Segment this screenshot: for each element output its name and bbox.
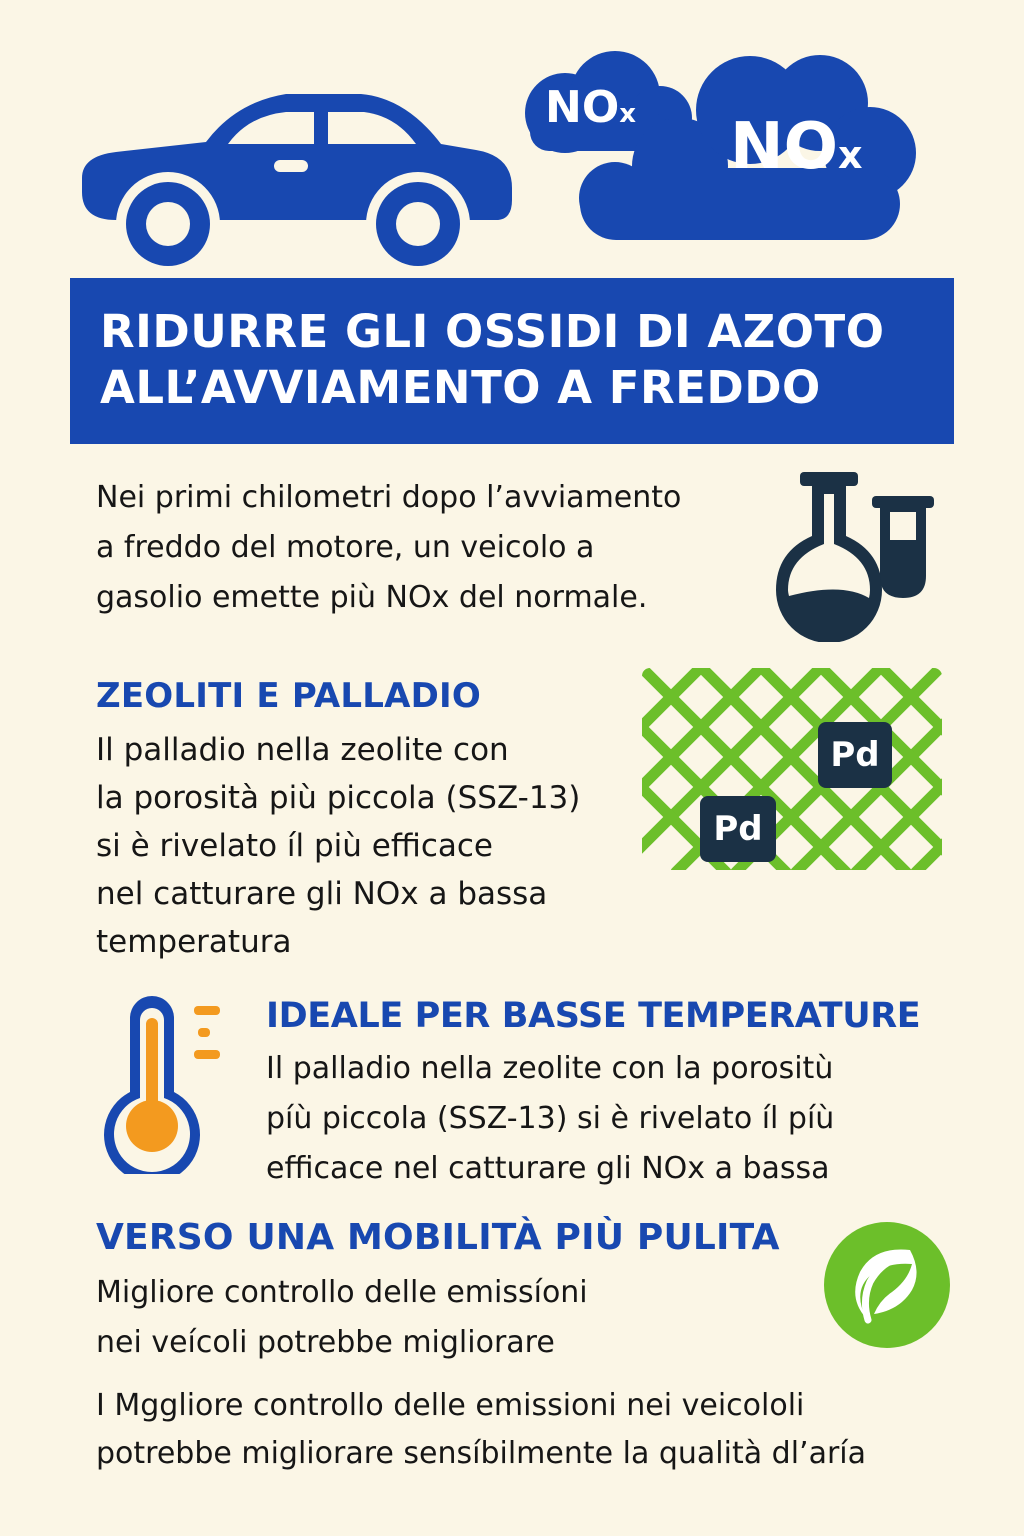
car-icon — [76, 80, 516, 280]
zeoliti-line: si è rivelato íl più efficace — [96, 828, 493, 864]
zeoliti-paragraph — [96, 726, 580, 966]
zeoliti-line: temperatura — [96, 924, 292, 960]
section-title-mobility: VERSO UNA MOBILITÀ PIÙ PULITA — [96, 1217, 780, 1258]
zeolite-lattice-icon — [636, 662, 948, 876]
footer-line: potrebbe migliorare sensíbilmente la qualità dl’aría — [96, 1436, 867, 1471]
pd-badge: Pd — [700, 796, 776, 862]
temperature-paragraph — [266, 1044, 834, 1194]
mobility-line: nei veícoli potrebbe migliorare — [96, 1325, 555, 1360]
zeoliti-line: nel catturare gli NOx a bassa — [96, 876, 548, 912]
mobility-line: Migliore controllo delle emissíoni — [96, 1275, 588, 1310]
temperature-line: efficace nel catturare gli NOx a bassa — [266, 1151, 830, 1186]
intro-line: Nei primi chilometri dopo l’avviamento — [96, 480, 682, 515]
intro-line: gasolio emette più NOx del normale. — [96, 580, 648, 615]
title-banner — [70, 278, 954, 444]
temperature-line: Il palladio nella zeolite con la porositù — [266, 1051, 834, 1086]
intro-line: a freddo del motore, un veicolo a — [96, 530, 595, 565]
section-title-temperature: IDEALE PER BASSE TEMPERATURE — [266, 996, 921, 1036]
zeoliti-line: Il palladio nella zeolite con — [96, 732, 509, 768]
intro-paragraph — [96, 473, 681, 623]
footer-paragraph — [96, 1382, 866, 1478]
pd-badge: Pd — [818, 722, 892, 788]
banner-title-line1: RIDURRE GLI OSSIDI DI AZOTO — [100, 305, 885, 358]
temperature-line: píù piccola (SSZ-13) si è rivelato íl píù — [266, 1101, 835, 1136]
footer-line: I Mggliore controllo delle emissioni nei veicololi — [96, 1388, 805, 1423]
mobility-paragraph — [96, 1268, 588, 1368]
nox-small-label: NOx — [545, 82, 637, 133]
banner-title-line2: ALL’AVVIAMENTO A FREDDO — [100, 361, 821, 414]
leaf-icon — [822, 1220, 952, 1350]
nox-large-label: NOx — [730, 110, 863, 184]
thermometer-icon — [104, 984, 228, 1174]
section-title-zeoliti: ZEOLITI E PALLADIO — [96, 676, 481, 716]
lab-flask-icon — [772, 470, 940, 642]
zeoliti-line: la porosità più piccola (SSZ-13) — [96, 780, 581, 816]
